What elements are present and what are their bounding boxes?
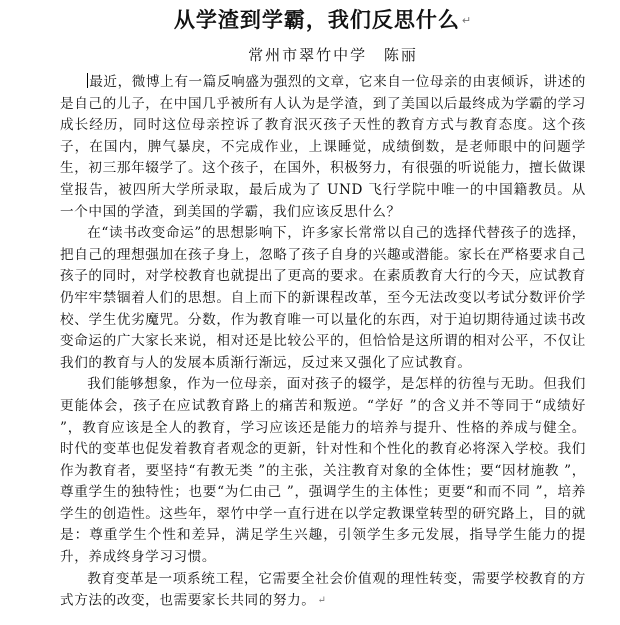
paragraph-mark-icon: ↵ [317, 595, 327, 607]
school-name: 常州市翠竹中学 [248, 46, 368, 64]
paragraph-text: 在“读书改变命运”的思想影响下，许多家长常常以自己的选择代替孩子的选择，把自己的理想强加在孩子身上，忽略了孩子自身的兴趣或潜能。家长在严格要求自己孩子的同时，对学校教育也就提出了更高的要求。在素质教育大行的今天，应试教育仍牢牢禁锢着人们的思想。自上而下的新课程改革，至今无法改变以考试分数评价学校、学生优劣魔咒。分数，作为教育唯一可以量化的东西，对于迫切期待通过读书改变命运的广大家长来说，相对还是比较公平的，但恰恰是这所谓的相对公平，不仅让我们的教育与人的发展本质渐行渐远，反过来又强化了应试教育。 [60, 225, 586, 371]
document-title: 从学渣到学霸，我们反思什么 [173, 8, 460, 32]
author-name: 陈丽 [383, 46, 418, 64]
body-paragraph-1[interactable] [60, 72, 586, 223]
paragraph-mark-icon: ↵ [461, 14, 473, 27]
author-line [60, 40, 586, 72]
paragraph-text: 最近，微博上有一篇反响盛为强烈的文章，它来自一位母亲的由衷倾诉，讲述的是自己的儿子，在中国几乎被所有人认为是学渣，到了美国以后最终成为学霸的学习成长经历，同时这位母亲控诉了教育泯灭孩子天性的教育方式与教育态度。这个孩子，在国内，脾气暴戾，不完成作业，上课睡觉，成绩倒数，是老师眼中的问题学生，初三那年辍学了。这个孩子，在国外，积极努力，有很强的听说能力，擅长做课堂报告，被四所大学所录取，最后成为了 UND 飞行学院中唯一的中国籍教员。从一个中国的学渣，到美国的学霸，我们应该反思什么？ [60, 74, 586, 220]
paragraph-text: 教育变革是一项系统工程，它需要全社会价值观的理性转变，需要学校教育的方式方法的改变，也需要家长共同的努力。 [60, 570, 586, 609]
body-paragraph-3[interactable] [60, 374, 586, 568]
paragraph-text: 我们能够想象，作为一位母亲，面对孩子的辍学，是怎样的彷徨与无助。但我们更能体会，孩子在应试教育路上的痛苦和叛逆。“学好 ”的含义并不等同于“成绩好 ”，教育应该是全人的教育，学习应该还是能力的培养与提升、性格的养成与健全。时代的变革也促发着教育者观念的更新，针对性和个性化的教育必将深入学校。我们作为教育者，要坚持“有教无类 ”的主张，关注教育对象的全体性；要“因材施教 ”，尊重学生的独特性；也要“为仁由己 ”，强调学生的主体性；更要“和而不同 ”，培养学生的创造性。这些年，翠竹中学一直行进在以学定教课堂转型的研究路上，目的就是：尊重学生个性和差异，满足学生兴趣，引领学生多元发展，指导学生能力的提升，养成终身学习习惯。 [60, 376, 586, 566]
title-row [60, 4, 586, 40]
body-paragraph-2[interactable] [60, 223, 586, 374]
body-paragraph-4[interactable] [60, 569, 586, 612]
